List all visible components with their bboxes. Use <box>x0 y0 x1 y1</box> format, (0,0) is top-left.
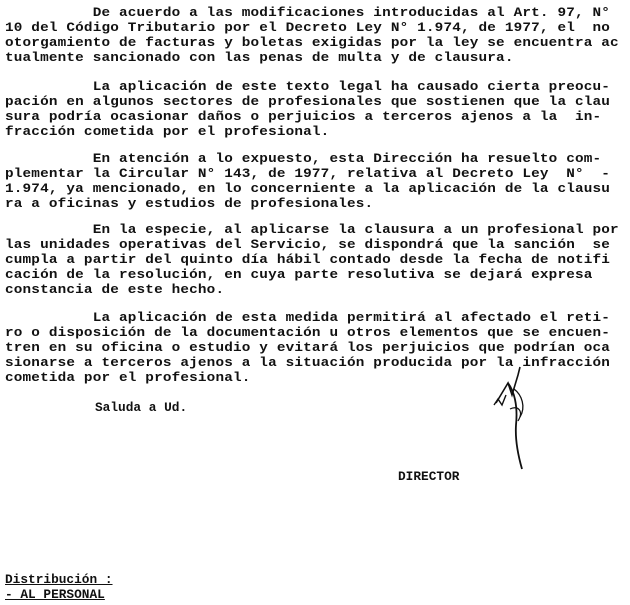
text-line: cumpla a partir del quinto día hábil contado desde la fecha de notifi <box>5 252 611 267</box>
text-line: ro o disposición de la documentación u otros elementos que se encuen- <box>5 325 611 340</box>
text-line: sura podría ocasionar daños o perjuicios a terceros ajenos a la in- <box>5 109 602 124</box>
text-line: La aplicación de esta medida permitirá al afectado el reti- <box>5 310 611 325</box>
text-line: otorgamiento de facturas y boletas exigidas por la ley se encuentra ac <box>5 35 619 50</box>
text-line: 10 del Código Tributario por el Decreto Ley N° 1.974, de 1977, el no <box>5 20 611 35</box>
text-line: cación de la resolución, en cuya parte resolutiva se dejará expresa <box>5 267 593 282</box>
text-line: plementar la Circular N° 143, de 1977, relativa al Decreto Ley N° - <box>5 166 611 181</box>
text-line: fracción cometida por el profesional. <box>5 124 330 139</box>
text-line: sionarse a terceros ajenos a la situación producida por la infracción <box>5 355 611 370</box>
handwritten-signature <box>488 365 548 475</box>
text-line: tualmente sancionado con las penas de multa y de clausura. <box>5 50 514 65</box>
text-line: ra a oficinas y estudios de profesionales. <box>5 196 374 211</box>
text-line: constancia de este hecho. <box>5 282 225 297</box>
text-line: La aplicación de este texto legal ha causado cierta preocu- <box>5 79 611 94</box>
text-line: De acuerdo a las modificaciones introducidas al Art. 97, N° <box>5 5 611 20</box>
text-line: En atención a lo expuesto, esta Dirección ha resuelto com- <box>5 151 602 166</box>
signature-title: DIRECTOR <box>398 469 460 484</box>
text-line: En la especie, al aplicarse la clausura a un profesional por <box>5 222 619 237</box>
text-line: las unidades operativas del Servicio, se dispondrá que la sanción se <box>5 237 611 252</box>
text-line: tren en su oficina o estudio y evitará los perjuicios que podrían oca <box>5 340 611 355</box>
distribution-label: Distribución : <box>5 572 113 587</box>
text-line: 1.974, ya mencionado, en lo concerniente a la aplicación de la clausu <box>5 181 611 196</box>
text-line: cometida por el profesional. <box>5 370 251 385</box>
text-line: pación en algunos sectores de profesionales que sostienen que la clau <box>5 94 611 109</box>
closing-salutation: Saluda a Ud. <box>95 400 188 415</box>
distribution-item: - AL PERSONAL <box>5 587 105 602</box>
